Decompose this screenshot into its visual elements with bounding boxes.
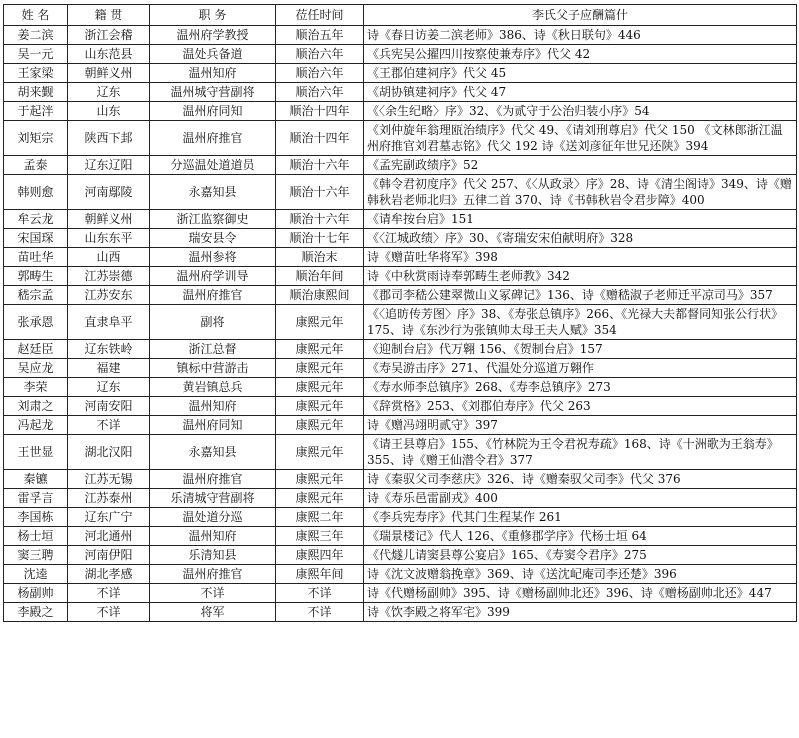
- table-row: [4, 603, 797, 622]
- table-row: [4, 64, 797, 83]
- cell-native-place: 河南伊阳: [68, 546, 150, 565]
- cell-tenure-time: 顺治六年: [276, 64, 364, 83]
- cell-native-place: 辽东辽阳: [68, 156, 150, 175]
- header-name: 姓 名: [4, 5, 68, 26]
- table-row: [4, 156, 797, 175]
- cell-tenure-time: 康熙元年: [276, 340, 364, 359]
- cell-tenure-time: 不详: [276, 584, 364, 603]
- table-row: [4, 546, 797, 565]
- table-row: [4, 248, 797, 267]
- cell-post: 温州府推官: [150, 121, 276, 156]
- cell-post: 温州府学训导: [150, 267, 276, 286]
- cell-tenure-time: 康熙三年: [276, 527, 364, 546]
- cell-name: 牟云龙: [4, 210, 68, 229]
- cell-tenure-time: 康熙年间: [276, 565, 364, 584]
- cell-native-place: 河北通州: [68, 527, 150, 546]
- cell-post: 分巡温处道道员: [150, 156, 276, 175]
- cell-works: 《〈余生纪略〉序》32、《为贰守于公治归装小序》54: [364, 102, 797, 121]
- cell-post: 温州府推官: [150, 470, 276, 489]
- cell-tenure-time: 顺治六年: [276, 45, 364, 64]
- table-row: [4, 378, 797, 397]
- cell-post: 不详: [150, 584, 276, 603]
- cell-works: 诗《饮李殿之将军宅》399: [364, 603, 797, 622]
- cell-native-place: 浙江会稽: [68, 26, 150, 45]
- cell-works: 诗《赠苗吐华将军》398: [364, 248, 797, 267]
- cell-native-place: 河南安阳: [68, 397, 150, 416]
- cell-native-place: 河南鄢陵: [68, 175, 150, 210]
- cell-native-place: 辽东铁岭: [68, 340, 150, 359]
- table-row: [4, 584, 797, 603]
- cell-tenure-time: 顺治十四年: [276, 102, 364, 121]
- cell-works: 诗《中秋赏雨诗奉郭畴生老师教》342: [364, 267, 797, 286]
- cell-tenure-time: 康熙四年: [276, 546, 364, 565]
- cell-tenure-time: 顺治六年: [276, 83, 364, 102]
- cell-native-place: 湖北汉阳: [68, 435, 150, 470]
- cell-tenure-time: 康熙元年: [276, 435, 364, 470]
- cell-name: 宋国琛: [4, 229, 68, 248]
- cell-native-place: 江苏泰州: [68, 489, 150, 508]
- table-row: [4, 489, 797, 508]
- cell-post: 温州参将: [150, 248, 276, 267]
- cell-name: 韩则愈: [4, 175, 68, 210]
- cell-native-place: 辽东: [68, 378, 150, 397]
- cell-tenure-time: 顺治康熙间: [276, 286, 364, 305]
- cell-name: 嵇宗孟: [4, 286, 68, 305]
- table-header-row: [4, 5, 797, 26]
- cell-native-place: 山东东平: [68, 229, 150, 248]
- cell-post: 永嘉知县: [150, 435, 276, 470]
- cell-works: 《寿吴游击序》271、代温处分巡道万翱作: [364, 359, 797, 378]
- cell-tenure-time: 康熙二年: [276, 508, 364, 527]
- cell-native-place: 不详: [68, 584, 150, 603]
- cell-post: 温州知府: [150, 64, 276, 83]
- cell-tenure-time: 顺治五年: [276, 26, 364, 45]
- cell-native-place: 江苏崇德: [68, 267, 150, 286]
- cell-native-place: 不详: [68, 603, 150, 622]
- cell-post: 永嘉知县: [150, 175, 276, 210]
- cell-name: 冯起龙: [4, 416, 68, 435]
- cell-works: 《迎制台启》代万翱 156、《贺制台启》157: [364, 340, 797, 359]
- table-row: [4, 26, 797, 45]
- cell-tenure-time: 康熙元年: [276, 359, 364, 378]
- cell-native-place: 山东范县: [68, 45, 150, 64]
- cell-name: 姜二滨: [4, 26, 68, 45]
- cell-name: 刘矩宗: [4, 121, 68, 156]
- cell-works: 《请王县尊启》155、《竹林院为王令君祝寿疏》168、诗《十洲歌为王翁寿》355、诗《赠王仙潜令君》377: [364, 435, 797, 470]
- cell-name: 赵廷臣: [4, 340, 68, 359]
- cell-works: 《李兵宪寿序》代其门生程某作 261: [364, 508, 797, 527]
- cell-tenure-time: 顺治末: [276, 248, 364, 267]
- cell-works: 《瑞景楼记》代人 126、《重修郡学序》代杨士垣 64: [364, 527, 797, 546]
- cell-native-place: 江苏安东: [68, 286, 150, 305]
- cell-post: 黄岩镇总兵: [150, 378, 276, 397]
- cell-post: 浙江监察御史: [150, 210, 276, 229]
- cell-works: 《代燧儿请窦县尊公宴启》165、《寿窦令君序》275: [364, 546, 797, 565]
- cell-name: 苗吐华: [4, 248, 68, 267]
- cell-post: 将军: [150, 603, 276, 622]
- cell-native-place: 山东: [68, 102, 150, 121]
- cell-works: 诗《秦驭父司李慈庆》326、诗《赠秦驭父司李》代父 376: [364, 470, 797, 489]
- cell-post: 温州府同知: [150, 102, 276, 121]
- cell-post: 乐清城守营副将: [150, 489, 276, 508]
- cell-works: 《寿水师李总镇序》268、《寿李总镇序》273: [364, 378, 797, 397]
- cell-name: 沈逵: [4, 565, 68, 584]
- cell-native-place: 湖北孝感: [68, 565, 150, 584]
- cell-name: 张承恩: [4, 305, 68, 340]
- cell-post: 温州府学教授: [150, 26, 276, 45]
- cell-post: 乐清知县: [150, 546, 276, 565]
- cell-tenure-time: 顺治十七年: [276, 229, 364, 248]
- cell-name: 吴一元: [4, 45, 68, 64]
- cell-name: 雷孚言: [4, 489, 68, 508]
- cell-native-place: 不详: [68, 416, 150, 435]
- cell-name: 王世显: [4, 435, 68, 470]
- table-row: [4, 229, 797, 248]
- cell-tenure-time: 顺治十六年: [276, 210, 364, 229]
- cell-name: 于起泮: [4, 102, 68, 121]
- cell-works: 《请牟按台启》151: [364, 210, 797, 229]
- cell-tenure-time: 顺治十六年: [276, 156, 364, 175]
- cell-post: 镇标中营游击: [150, 359, 276, 378]
- cell-name: 孟泰: [4, 156, 68, 175]
- cell-native-place: 江苏无锡: [68, 470, 150, 489]
- table-row: [4, 435, 797, 470]
- table-row: [4, 359, 797, 378]
- cell-name: 李荣: [4, 378, 68, 397]
- cell-name: 郭畴生: [4, 267, 68, 286]
- cell-works: 《兵宪吴公擢四川按察使兼寿序》代父 42: [364, 45, 797, 64]
- cell-name: 李国栋: [4, 508, 68, 527]
- table-row: [4, 565, 797, 584]
- cell-post: 温州知府: [150, 527, 276, 546]
- officials-table: [3, 4, 797, 622]
- table-row: [4, 508, 797, 527]
- table-row: [4, 305, 797, 340]
- cell-tenure-time: 不详: [276, 603, 364, 622]
- table-row: [4, 83, 797, 102]
- cell-name: 吴应龙: [4, 359, 68, 378]
- cell-post: 温州府推官: [150, 565, 276, 584]
- cell-post: 温处兵备道: [150, 45, 276, 64]
- table-row: [4, 102, 797, 121]
- cell-post: 副将: [150, 305, 276, 340]
- table-row: [4, 470, 797, 489]
- cell-tenure-time: 康熙元年: [276, 489, 364, 508]
- header-tenure-time: 莅任时间: [276, 5, 364, 26]
- table-row: [4, 45, 797, 64]
- cell-name: 秦镳: [4, 470, 68, 489]
- table-row: [4, 340, 797, 359]
- cell-tenure-time: 康熙元年: [276, 397, 364, 416]
- cell-works: 《郡司李嵇公建翠微山义冢碑记》136、诗《赠嵇淑子老师迁平凉司马》357: [364, 286, 797, 305]
- table-row: [4, 527, 797, 546]
- table-row: [4, 121, 797, 156]
- header-native-place: 籍 贯: [68, 5, 150, 26]
- cell-name: 王家梁: [4, 64, 68, 83]
- cell-works: 《辞赏格》253、《刘郡伯寿序》代父 263: [364, 397, 797, 416]
- cell-post: 温州府推官: [150, 286, 276, 305]
- cell-name: 李殿之: [4, 603, 68, 622]
- cell-name: 杨士垣: [4, 527, 68, 546]
- table-row: [4, 286, 797, 305]
- cell-post: 浙江总督: [150, 340, 276, 359]
- table-row: [4, 267, 797, 286]
- cell-native-place: 辽东: [68, 83, 150, 102]
- cell-post: 温州府同知: [150, 416, 276, 435]
- cell-name: 刘肃之: [4, 397, 68, 416]
- cell-native-place: 直隶阜平: [68, 305, 150, 340]
- cell-tenure-time: 康熙元年: [276, 378, 364, 397]
- cell-post: 瑞安县令: [150, 229, 276, 248]
- cell-works: 诗《沈文波赠翁挽章》369、诗《送沈屺庵司李还楚》396: [364, 565, 797, 584]
- cell-name: 杨副帅: [4, 584, 68, 603]
- cell-post: 温处道分巡: [150, 508, 276, 527]
- cell-post: 温州城守营副将: [150, 83, 276, 102]
- cell-works: 诗《代赠杨副帅》395、诗《赠杨副帅北还》396、诗《赠杨副帅北还》447: [364, 584, 797, 603]
- table-row: [4, 416, 797, 435]
- cell-works: 《〈江城政绩〉序》30、《寄瑞安宋伯献明府》328: [364, 229, 797, 248]
- cell-native-place: 陕西下邽: [68, 121, 150, 156]
- cell-tenure-time: 顺治十六年: [276, 175, 364, 210]
- cell-post: 温州知府: [150, 397, 276, 416]
- cell-native-place: 福建: [68, 359, 150, 378]
- cell-works: 《韩令君初度序》代父 257、《〈从政录〉序》28、诗《清尘阁诗》349、诗《赠韩秋岩老师北归》五律二首 370、诗《书韩秋岩令君步障》400: [364, 175, 797, 210]
- table-body: [4, 26, 797, 622]
- cell-works: 诗《春日访姜二滨老师》386、诗《秋日联句》446: [364, 26, 797, 45]
- cell-name: 窦三聘: [4, 546, 68, 565]
- table-row: [4, 210, 797, 229]
- table-row: [4, 397, 797, 416]
- table-row: [4, 175, 797, 210]
- cell-works: 《刘仲旋年翁理瓯治绩序》代父 49、《请刘刑尊启》代父 150 《文林郎浙江温州府推官刘君墓志铭》代父 192 诗《送刘彦征年世兄还陕》394: [364, 121, 797, 156]
- cell-works: 《〈追昉传芳图〉序》38、《寿张总镇序》266、《光禄大夫都督同知张公行状》175、诗《东沙行为张镇帅太母王夫人赋》354: [364, 305, 797, 340]
- cell-tenure-time: 顺治十四年: [276, 121, 364, 156]
- cell-tenure-time: 康熙元年: [276, 470, 364, 489]
- header-post: 职 务: [150, 5, 276, 26]
- cell-works: 《王郡伯建祠序》代父 45: [364, 64, 797, 83]
- cell-native-place: 山西: [68, 248, 150, 267]
- cell-name: 胡来觐: [4, 83, 68, 102]
- cell-tenure-time: 康熙元年: [276, 305, 364, 340]
- cell-tenure-time: 顺治年间: [276, 267, 364, 286]
- header-works: 李氏父子应酬篇什: [364, 5, 797, 26]
- cell-works: 诗《赠冯翊明贰守》397: [364, 416, 797, 435]
- cell-tenure-time: 康熙元年: [276, 416, 364, 435]
- cell-native-place: 朝鲜义州: [68, 64, 150, 83]
- cell-works: 《胡协镇建祠序》代父 47: [364, 83, 797, 102]
- cell-works: 诗《寿乐邑雷副戎》400: [364, 489, 797, 508]
- cell-native-place: 辽东广宁: [68, 508, 150, 527]
- cell-works: 《孟宪副政绩序》52: [364, 156, 797, 175]
- cell-native-place: 朝鲜义州: [68, 210, 150, 229]
